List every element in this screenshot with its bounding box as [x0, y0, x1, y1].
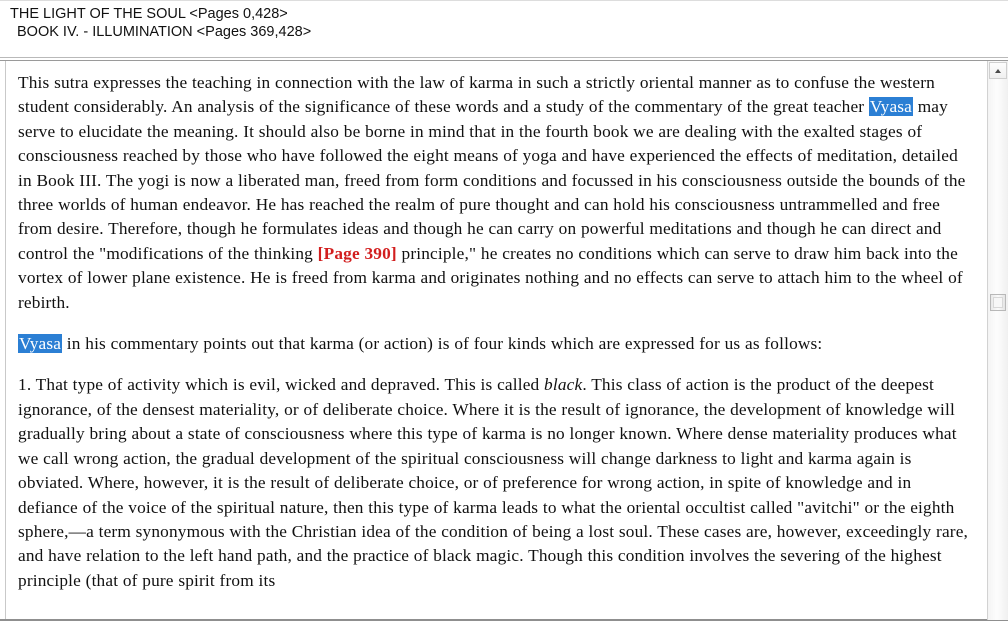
document-viewport[interactable] — [0, 60, 1008, 621]
paragraph-1 — [18, 71, 973, 315]
paragraph-3 — [18, 373, 973, 593]
book-title-line: THE LIGHT OF THE SOUL <Pages 0,428> — [10, 6, 288, 22]
selected-text-highlight[interactable]: Vyasa — [869, 97, 913, 117]
body-text-run: . This class of action is the product of the deepest ignorance, of the densest materiality, or of deliberate choice. Where it is the result of ignorance, the development of knowledge will gradually bring about a state of consciousness where this type of karma is no longer known. Where dense materiality produces what we call wrong action, the gradual development of the spiritual consciousness will change darkness to light and karma again is obviated. Where, however, it is the result of deliberate choice, or of preference for wrong action, in spite of knowledge and in defiance of the voice of the spiritual nature, then this type of karma leads to what the oriental occultist called "avitchi" or the eighth sphere,—a term synonymous with the Christian idea of the condition of being a lost soul. These cases are, however, exceedingly rare, and have relation to the left hand path, and the practice of black magic. Though this condition involves the severing of the highest principle (that of pure spirit from its — [18, 375, 969, 590]
book-section-line: BOOK IV. - ILLUMINATION <Pages 369,428> — [17, 24, 312, 40]
body-text-run: 1. That type of activity which is evil, wicked and depraved. This is called — [18, 375, 545, 395]
paragraph-2 — [18, 332, 973, 356]
document-page-text[interactable] — [6, 61, 987, 619]
scroll-up-button[interactable] — [989, 62, 1007, 79]
chevron-up-icon — [995, 69, 1001, 73]
body-text-run: in his commentary points out that karma (or action) is of four kinds which are expressed for us as follows: — [62, 334, 823, 354]
emphasized-term: black — [544, 375, 583, 395]
body-text-run: may serve to elucidate the meaning. It should also be borne in mind that in the fourth book we are dealing with the exalted stages of consciousness reached by those who have followed the eight means of yoga and have experienced the effects of meditation, detailed in Book III. The yogi is now a liberated man, freed from form conditions and focussed in his consciousness outside the bounds of the three worlds of human endeavor. He has reached the realm of pure thought and can hold his consciousness untrammelled and free from desire. Therefore, though he formulates ideas and though he can carry on powerful meditations and though he can direct and control the "modifications of the thinking — [18, 97, 966, 263]
scrollbar-thumb-grip-icon — [993, 297, 1003, 308]
document-header — [0, 0, 1008, 58]
selected-text-highlight[interactable]: Vyasa — [19, 334, 62, 354]
page-number-marker: [Page 390] — [317, 243, 397, 263]
scrollbar-thumb[interactable] — [990, 294, 1006, 311]
vertical-scrollbar[interactable] — [987, 61, 1008, 620]
body-text-run: This sutra expresses the teaching in connection with the law of karma in such a strictly oriental manner as to confuse the western student considerably. An analysis of the significance of these words and a study of the commentary of the great teacher — [18, 73, 935, 117]
body-text-run: principle," he creates no conditions which can serve to draw him back into the vortex of lower plane existence. He is freed from karma and originates nothing and no effects can serve to attach him to the wheel of rebirth. — [18, 243, 963, 312]
